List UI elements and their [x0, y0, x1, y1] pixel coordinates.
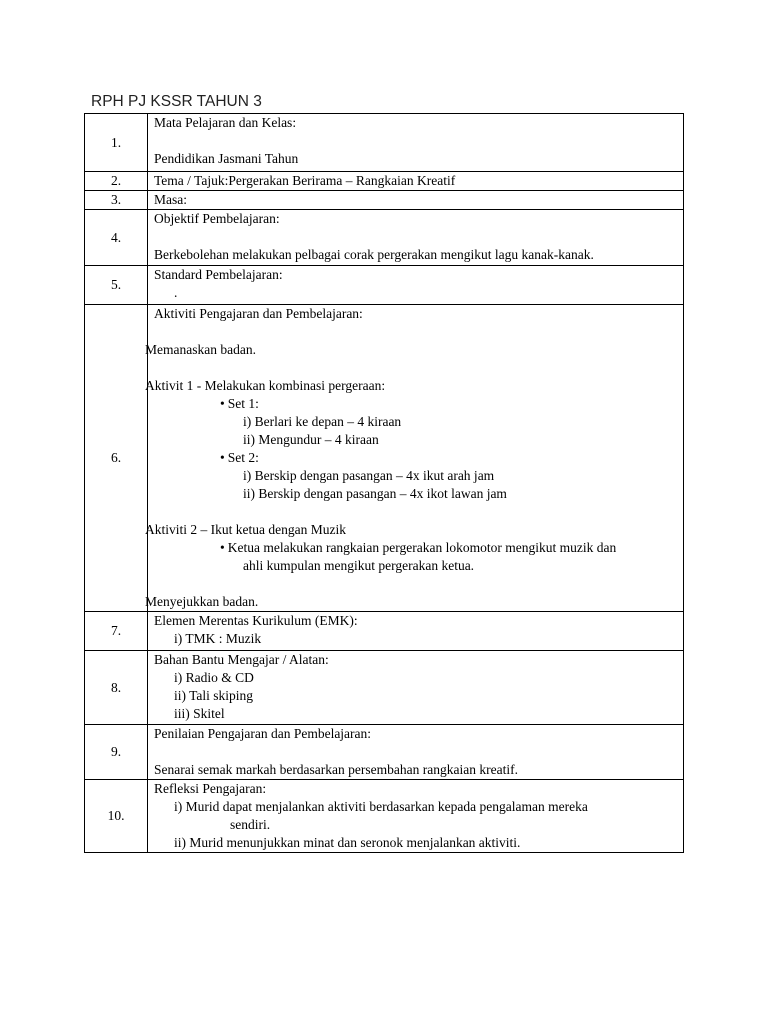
row-label: Bahan Bantu Mengajar / Alatan: — [154, 652, 329, 667]
row-content — [148, 651, 684, 725]
table-row — [85, 305, 684, 612]
lesson-plan-table — [84, 113, 684, 853]
row-number: 7. — [85, 612, 148, 651]
row-number: 9. — [85, 725, 148, 780]
bullet-icon: • — [220, 540, 225, 555]
row-content — [148, 114, 684, 172]
row-content — [148, 172, 684, 191]
row-number: 8. — [85, 651, 148, 725]
row-value: Senarai semak markah berdasarkan persembahan rangkaian kreatif. — [154, 762, 518, 777]
row-number: 4. — [85, 210, 148, 266]
bullet-icon: • — [220, 450, 225, 465]
row-value: . — [174, 285, 178, 300]
row-content — [145, 305, 684, 612]
row-content — [148, 780, 684, 853]
list-item: i) TMK : Muzik — [174, 631, 262, 646]
row-number: 1. — [85, 114, 148, 172]
list-item: iii) Skitel — [174, 706, 225, 721]
table-row — [85, 780, 684, 853]
row-content — [148, 725, 684, 780]
list-item-continuation: ahli kumpulan mengikut pergerakan ketua. — [243, 558, 475, 573]
row-number: 3. — [85, 191, 148, 210]
row-label: Penilaian Pengajaran dan Pembelajaran: — [154, 726, 372, 741]
list-item: • Ketua melakukan rangkaian pergerakan lokomotor mengikut muzik dan — [220, 540, 617, 555]
list-item: ii) Berskip dengan pasangan – 4x ikot lawan jam — [243, 486, 507, 501]
row-label: Aktiviti Pengajaran dan Pembelajaran: — [154, 306, 363, 321]
table-row — [85, 114, 684, 172]
row-value: Berkebolehan melakukan pelbagai corak pergerakan mengikut lagu kanak-kanak. — [154, 247, 594, 262]
row-label: Mata Pelajaran dan Kelas: — [154, 115, 297, 130]
row-label: Elemen Merentas Kurikulum (EMK): — [154, 613, 358, 628]
warmup-text: Memanaskan badan. — [145, 342, 256, 357]
row-label: Tema / Tajuk:Pergerakan Berirama – Rangkaian Kreatif — [154, 173, 456, 188]
table-row — [85, 651, 684, 725]
list-item: ii) Tali skiping — [174, 688, 254, 703]
row-label: Masa: — [154, 192, 187, 207]
row-label: Objektif Pembelajaran: — [154, 211, 280, 226]
list-item: i) Murid dapat menjalankan aktiviti berdasarkan kepada pengalaman mereka — [174, 799, 588, 814]
row-number: 10. — [85, 780, 148, 853]
table-row — [85, 266, 684, 305]
list-item: i) Berskip dengan pasangan – 4x ikut arah jam — [243, 468, 495, 483]
table-row — [85, 612, 684, 651]
row-number: 2. — [85, 172, 148, 191]
list-item: ii) Mengundur – 4 kiraan — [243, 432, 379, 447]
row-number: 6. — [85, 305, 148, 612]
list-item: • Set 2: — [220, 450, 259, 465]
table-row — [85, 210, 684, 266]
row-label: Refleksi Pengajaran: — [154, 781, 267, 796]
table-row — [85, 191, 684, 210]
row-label: Standard Pembelajaran: — [154, 267, 283, 282]
cooldown-text: Menyejukkan badan. — [145, 594, 259, 609]
bullet-icon: • — [220, 396, 225, 411]
activity-1-title: Aktivit 1 - Melakukan kombinasi pergeraan: — [145, 378, 386, 393]
page-title: RPH PJ KSSR TAHUN 3 — [91, 93, 262, 110]
activity-2-title: Aktiviti 2 – Ikut ketua dengan Muzik — [145, 522, 346, 537]
row-value: Pendidikan Jasmani Tahun — [154, 151, 299, 166]
list-item: ii) Murid menunjukkan minat dan seronok menjalankan aktiviti. — [174, 835, 521, 850]
list-item: • Set 1: — [220, 396, 259, 411]
list-item: i) Berlari ke depan – 4 kiraan — [243, 414, 402, 429]
row-number: 5. — [85, 266, 148, 305]
table-row — [85, 725, 684, 780]
row-content — [148, 612, 684, 651]
row-content — [148, 210, 684, 266]
table-row — [85, 172, 684, 191]
row-content — [148, 266, 684, 305]
row-content — [148, 191, 684, 210]
list-item: i) Radio & CD — [174, 670, 254, 685]
list-item-continuation: sendiri. — [230, 817, 271, 832]
